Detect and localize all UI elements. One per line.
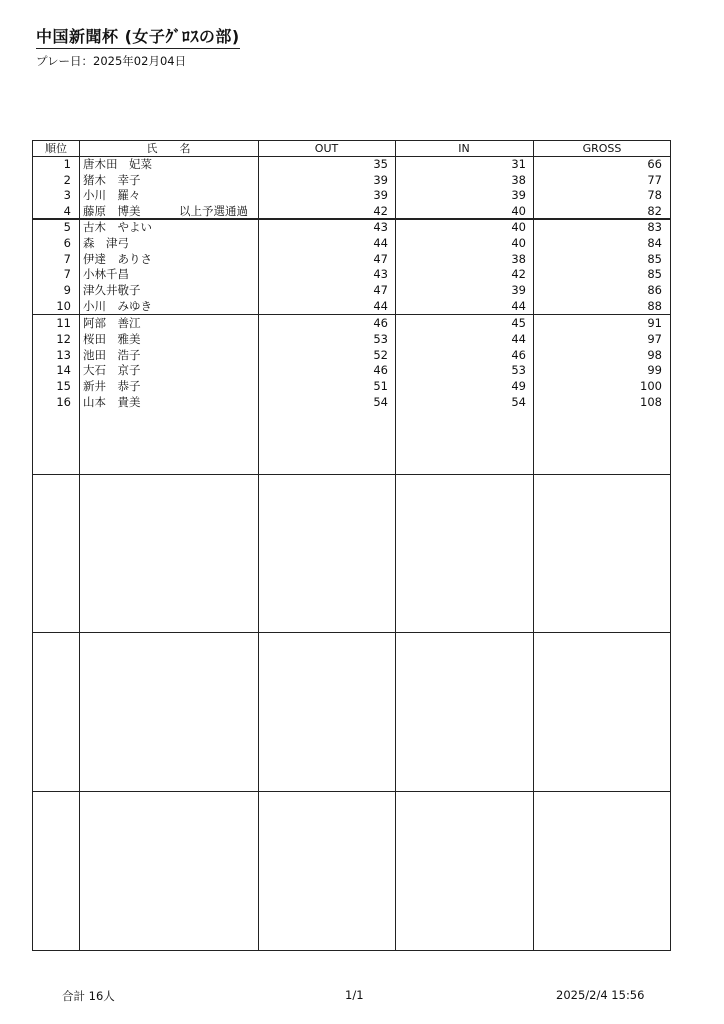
in-cell: 31	[511, 157, 526, 171]
rank-cell: 1	[63, 157, 71, 171]
out-cell: 35	[373, 157, 388, 171]
rank-cell: 9	[63, 283, 71, 298]
table-row	[33, 348, 670, 364]
in-cell: 40	[511, 235, 526, 250]
name-cell: 津久井敬子	[83, 283, 141, 298]
gross-cell: 84	[647, 235, 662, 250]
page-number: 1/1	[345, 988, 364, 1002]
qualifier-note: 以上予選通過	[179, 203, 248, 218]
in-cell: 39	[511, 283, 526, 298]
name-cell: 小林千昌	[83, 267, 129, 282]
header-out: OUT	[314, 142, 339, 155]
name-cell: 山本 貴美	[83, 395, 141, 409]
gross-cell: 88	[647, 299, 662, 313]
rank-cell: 16	[56, 395, 71, 409]
gross-cell: 85	[647, 251, 662, 266]
rank-cell: 15	[56, 379, 71, 394]
table-row	[33, 204, 670, 220]
out-cell: 47	[373, 251, 388, 266]
table-row	[33, 283, 670, 299]
name-cell: 森 津弓	[83, 235, 129, 250]
table-row	[33, 173, 670, 189]
name-cell: 古木 やよい	[83, 220, 152, 234]
results-table	[32, 140, 671, 951]
rank-cell: 14	[56, 363, 71, 378]
out-cell: 54	[373, 395, 388, 409]
in-cell: 44	[511, 331, 526, 346]
out-cell: 47	[373, 283, 388, 298]
name-cell: 桜田 雅美	[83, 331, 141, 346]
name-cell: 藤原 博美	[83, 203, 141, 218]
out-cell: 43	[373, 267, 388, 282]
in-cell: 46	[511, 347, 526, 362]
name-cell: 唐木田 妃菜	[83, 157, 152, 171]
out-cell: 46	[373, 316, 388, 330]
table-row	[33, 363, 670, 379]
header-rank: 順位	[45, 142, 67, 155]
section-rule	[33, 474, 670, 475]
gross-cell: 100	[640, 379, 662, 394]
name-cell: 小川 みゆき	[83, 299, 152, 313]
rank-cell: 4	[63, 203, 71, 218]
name-cell: 伊達 ありさ	[83, 251, 152, 266]
table-row	[33, 395, 670, 411]
table-row	[33, 220, 670, 236]
name-cell: 大石 京子	[83, 363, 141, 378]
header-gross: GROSS	[582, 142, 622, 155]
out-cell: 44	[373, 299, 388, 313]
in-cell: 49	[511, 379, 526, 394]
gross-cell: 98	[647, 347, 662, 362]
section-rule	[33, 632, 670, 633]
in-cell: 53	[511, 363, 526, 378]
gross-cell: 108	[640, 395, 662, 409]
in-cell: 40	[511, 220, 526, 234]
header-name: 氏 名	[146, 142, 191, 155]
print-timestamp: 2025/2/4 15:56	[556, 988, 645, 1002]
gross-cell: 83	[647, 220, 662, 234]
rank-cell: 6	[63, 235, 71, 250]
out-cell: 53	[373, 331, 388, 346]
in-cell: 44	[511, 299, 526, 313]
out-cell: 51	[373, 379, 388, 394]
table-row	[33, 332, 670, 348]
table-row	[33, 316, 670, 332]
rank-cell: 13	[56, 347, 71, 362]
gross-cell: 66	[647, 157, 662, 171]
gross-cell: 82	[647, 203, 662, 218]
table-row	[33, 252, 670, 268]
gross-cell: 86	[647, 283, 662, 298]
rank-cell: 11	[56, 316, 71, 330]
table-row	[33, 379, 670, 395]
rank-cell: 12	[56, 331, 71, 346]
rank-cell: 7	[63, 267, 71, 282]
gross-cell: 78	[647, 188, 662, 203]
play-date: プレー日：2025年02月04日	[36, 54, 187, 68]
out-cell: 52	[373, 347, 388, 362]
gross-cell: 97	[647, 331, 662, 346]
rank-cell: 2	[63, 172, 71, 187]
out-cell: 39	[373, 172, 388, 187]
out-cell: 44	[373, 235, 388, 250]
out-cell: 42	[373, 203, 388, 218]
document-title: 中国新聞杯 (女子ｸﾞﾛｽの部)	[36, 24, 240, 49]
in-cell: 38	[511, 251, 526, 266]
out-cell: 43	[373, 220, 388, 234]
name-cell: 小川 羅々	[83, 188, 141, 203]
name-cell: 猪木 幸子	[83, 172, 141, 187]
table-row	[33, 267, 670, 283]
out-cell: 46	[373, 363, 388, 378]
rank-cell: 5	[63, 220, 71, 234]
header-in: IN	[458, 142, 470, 155]
in-cell: 38	[511, 172, 526, 187]
gross-cell: 85	[647, 267, 662, 282]
table-row	[33, 157, 670, 173]
gross-cell: 77	[647, 172, 662, 187]
table-row	[33, 299, 670, 315]
rank-cell: 7	[63, 251, 71, 266]
out-cell: 39	[373, 188, 388, 203]
in-cell: 39	[511, 188, 526, 203]
in-cell: 54	[511, 395, 526, 409]
gross-cell: 91	[647, 316, 662, 330]
name-cell: 新井 恭子	[83, 379, 141, 394]
name-cell: 池田 浩子	[83, 347, 141, 362]
gross-cell: 99	[647, 363, 662, 378]
in-cell: 42	[511, 267, 526, 282]
section-rule	[33, 791, 670, 792]
table-row	[33, 188, 670, 204]
total-count: 合計 16人	[62, 989, 115, 1003]
in-cell: 40	[511, 203, 526, 218]
rank-cell: 10	[56, 299, 71, 313]
rank-cell: 3	[63, 188, 71, 203]
in-cell: 45	[511, 316, 526, 330]
name-cell: 阿部 善江	[83, 316, 141, 330]
table-row	[33, 236, 670, 252]
